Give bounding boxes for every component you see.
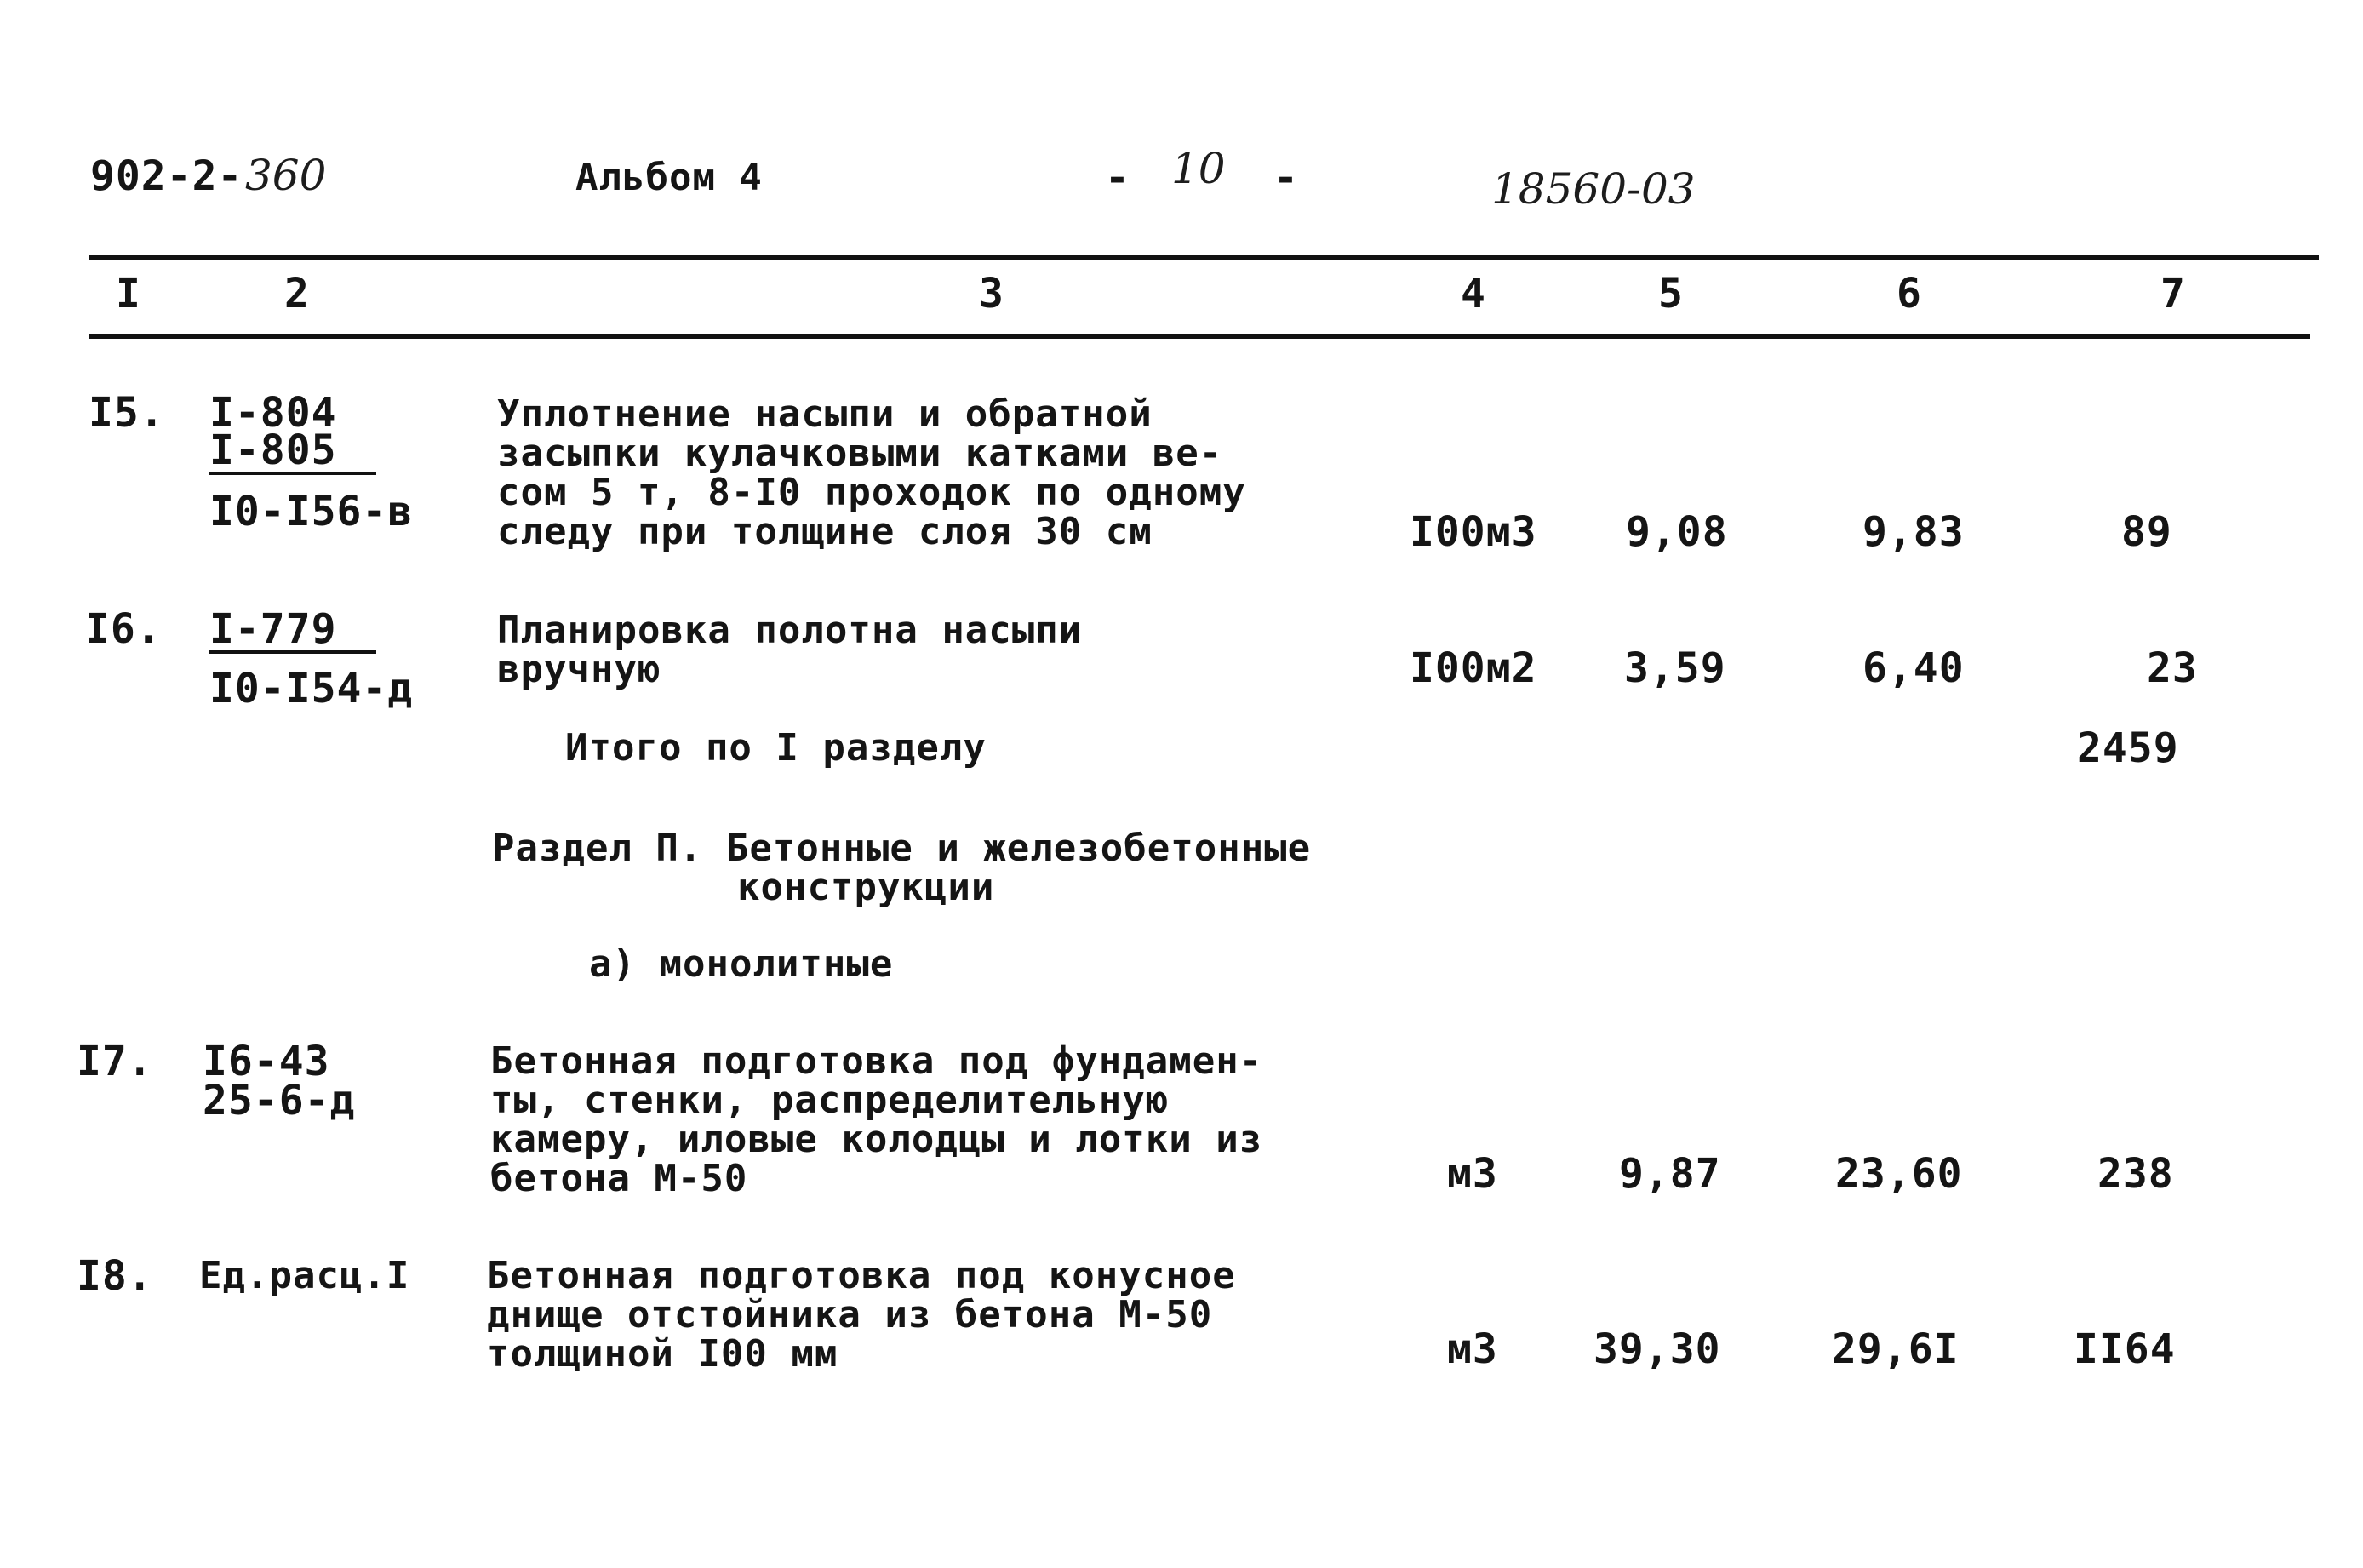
unit-price: 29,6I xyxy=(1832,1325,1960,1373)
unit: I00м2 xyxy=(1410,644,1537,692)
page-dash-right: - xyxy=(1273,154,1299,202)
page-number: 10 xyxy=(1171,144,1226,193)
unit: м3 xyxy=(1447,1150,1498,1198)
section-title: Раздел П. Бетонные и железобетонные xyxy=(492,827,1312,870)
quantity: 3,59 xyxy=(1624,644,1726,692)
row-number: I6. xyxy=(85,605,162,653)
description-line: сом 5 т, 8-I0 проходок по одному xyxy=(497,471,1246,514)
price-code: I0-I54-д xyxy=(209,665,414,712)
unit-price: 9,83 xyxy=(1862,508,1965,556)
description-line: Бетонная подготовка под фундамен- xyxy=(490,1039,1263,1083)
column-header: I xyxy=(116,270,141,318)
total: 23 xyxy=(2147,644,2198,692)
description-line: ты, стенки, распределительную xyxy=(490,1079,1170,1122)
quantity: 9,08 xyxy=(1626,508,1728,556)
column-header: 5 xyxy=(1658,270,1684,318)
description-line: Бетонная подготовка под конусное xyxy=(487,1254,1236,1297)
description-line: Планировка полотна насыпи xyxy=(497,609,1083,652)
description-line: Уплотнение насыпи и обратной xyxy=(497,392,1153,436)
price-code: I0-I56-в xyxy=(209,488,414,535)
column-header: 6 xyxy=(1897,270,1922,318)
reference-number: 18560-03 xyxy=(1491,164,1696,214)
description-line: засыпки кулачковыми катками ве- xyxy=(497,432,1223,475)
column-header: 2 xyxy=(284,270,310,318)
description-line: следу при толщине слоя 30 см xyxy=(497,510,1153,553)
quantity: 39,30 xyxy=(1593,1325,1721,1373)
subsection-title: а) монолитные xyxy=(589,942,894,986)
total: II64 xyxy=(2074,1325,2176,1373)
description-line: бетона М-50 xyxy=(490,1157,748,1200)
unit: м3 xyxy=(1447,1325,1498,1373)
norm-code: I-804 xyxy=(209,389,337,437)
quantity: 9,87 xyxy=(1619,1150,1721,1198)
subtotal-label: Итого по I разделу xyxy=(565,726,987,770)
doc-code-handwritten: 360 xyxy=(245,151,327,200)
price-code: Ед.расц.I xyxy=(199,1254,410,1297)
unit-price: 23,60 xyxy=(1835,1150,1963,1198)
album-label: Альбом 4 xyxy=(575,156,763,199)
description-line: вручную xyxy=(497,648,661,691)
row-number: I8. xyxy=(77,1252,153,1300)
description-line: камеру, иловые колодцы и лотки из xyxy=(490,1118,1263,1161)
column-header: 7 xyxy=(2160,270,2186,318)
column-header: 4 xyxy=(1461,270,1486,318)
description-line: днище отстойника из бетона М-50 xyxy=(487,1293,1213,1336)
norm-code: I-805 xyxy=(209,431,376,475)
top-rule xyxy=(89,255,2319,260)
section-title-cont: конструкции xyxy=(737,866,995,909)
subtotal-value: 2459 xyxy=(2077,724,2179,772)
total: 89 xyxy=(2121,508,2172,556)
norm-code: I6-43 xyxy=(203,1038,330,1085)
row-number: I5. xyxy=(89,389,165,437)
header-bottom-rule xyxy=(89,334,2310,339)
doc-code: 902-2- xyxy=(90,152,243,200)
row-number: I7. xyxy=(77,1038,153,1085)
description-line: толщиной I00 мм xyxy=(487,1332,838,1376)
price-code: 25-6-д xyxy=(203,1077,356,1124)
unit-price: 6,40 xyxy=(1862,644,1965,692)
norm-code: I-779 xyxy=(209,609,376,654)
column-header: 3 xyxy=(979,270,1004,318)
total: 238 xyxy=(2097,1150,2174,1198)
unit: I00м3 xyxy=(1410,508,1537,556)
page-dash-left: - xyxy=(1105,154,1130,202)
